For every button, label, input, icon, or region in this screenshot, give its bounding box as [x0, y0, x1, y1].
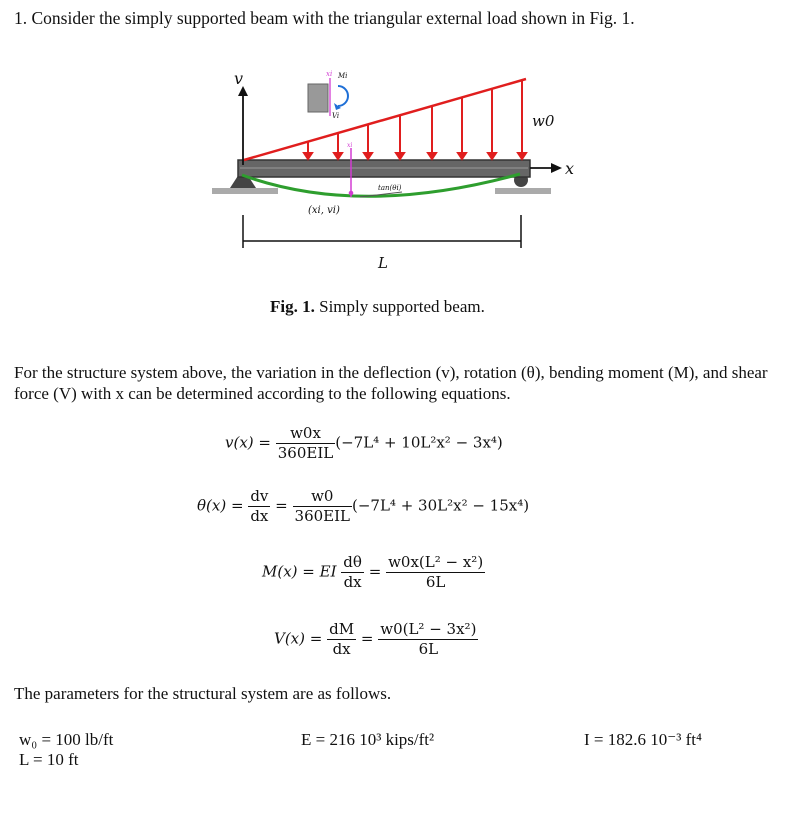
eq-M-eq: =	[368, 562, 382, 581]
Vi-label: Vi	[332, 112, 340, 120]
eq-M-den: 6L	[425, 573, 446, 591]
problem-statement	[14, 8, 635, 29]
eq-V-den: 6L	[418, 640, 439, 658]
eq-theta-den: 360EIL	[294, 507, 350, 525]
eq-V-eq: =	[360, 629, 374, 648]
eq-v-num: w0x	[276, 424, 335, 444]
eq-theta-n1: dv	[250, 487, 269, 505]
load-line	[244, 79, 526, 160]
figure-caption	[270, 297, 485, 317]
xi-mid-label: xi	[347, 142, 353, 149]
moment-arrow	[338, 86, 348, 106]
point-label: (xi, vi)	[308, 205, 340, 216]
problem-text: Consider the simply supported beam with the triangular external load shown in Fig. 1.	[31, 8, 635, 28]
eq-theta-eq: =	[275, 496, 288, 515]
eq-v-rest: (−7L⁴ + 10L²x² − 3x⁴)	[335, 433, 503, 452]
caption-text: Simply supported beam.	[314, 297, 485, 316]
xi-top-label: xi	[326, 70, 333, 78]
equation-theta	[197, 487, 529, 526]
eq-theta-num: w0	[293, 487, 352, 507]
eq-v-den: 360EIL	[277, 444, 334, 462]
param-L: L = 10 ft	[19, 750, 79, 769]
eq-theta-lhs: θ(x) =	[197, 496, 244, 515]
eq-M-num: w0x(L² − x²)	[388, 553, 484, 571]
param-I: I = 182.6 10⁻³ ft⁴	[584, 730, 702, 749]
eq-v-lhs: v(x) =	[225, 433, 271, 452]
caption-bold: Fig. 1.	[270, 297, 315, 316]
eq-M-lhs: M(x) = EI	[262, 562, 337, 581]
element-block	[308, 84, 328, 112]
equation-M	[262, 553, 485, 592]
eq-theta-d1: dx	[250, 507, 269, 525]
equation-V	[274, 620, 478, 659]
v-axis-label: v	[234, 69, 244, 88]
point-marker	[349, 191, 354, 196]
param-E: E = 216 10³ kips/ft²	[301, 730, 435, 749]
left-ground	[212, 188, 278, 194]
params-title: The parameters for the structural system are as follows.	[14, 684, 392, 703]
eq-V-d1: dx	[332, 640, 351, 658]
eq-V-n1: dM	[329, 620, 355, 638]
equation-v	[225, 424, 503, 463]
L-label: L	[378, 254, 388, 272]
beam-figure	[210, 60, 580, 272]
w0-label: w0	[532, 112, 555, 130]
eq-V-num: w0(L² − 3x²)	[380, 620, 477, 638]
problem-number: 1.	[14, 8, 28, 28]
intro-paragraph: For the structure system above, the variation in the deflection (v), rotation (θ), bending moment (M), and shear force (V) with x can be determined according to the following equations.	[14, 363, 768, 403]
eq-M-d1: dx	[343, 573, 362, 591]
param-w0: w₀ = 100 lb/ft	[19, 730, 114, 749]
x-axis-label: x	[565, 159, 575, 178]
tan-label: tan(θi)	[378, 184, 402, 192]
Mi-label: Mi	[338, 72, 348, 80]
eq-V-lhs: V(x) =	[274, 629, 323, 648]
right-ground	[495, 188, 551, 194]
eq-M-n1: dθ	[343, 553, 362, 571]
eq-theta-rest: (−7L⁴ + 30L²x² − 15x⁴)	[352, 496, 530, 515]
